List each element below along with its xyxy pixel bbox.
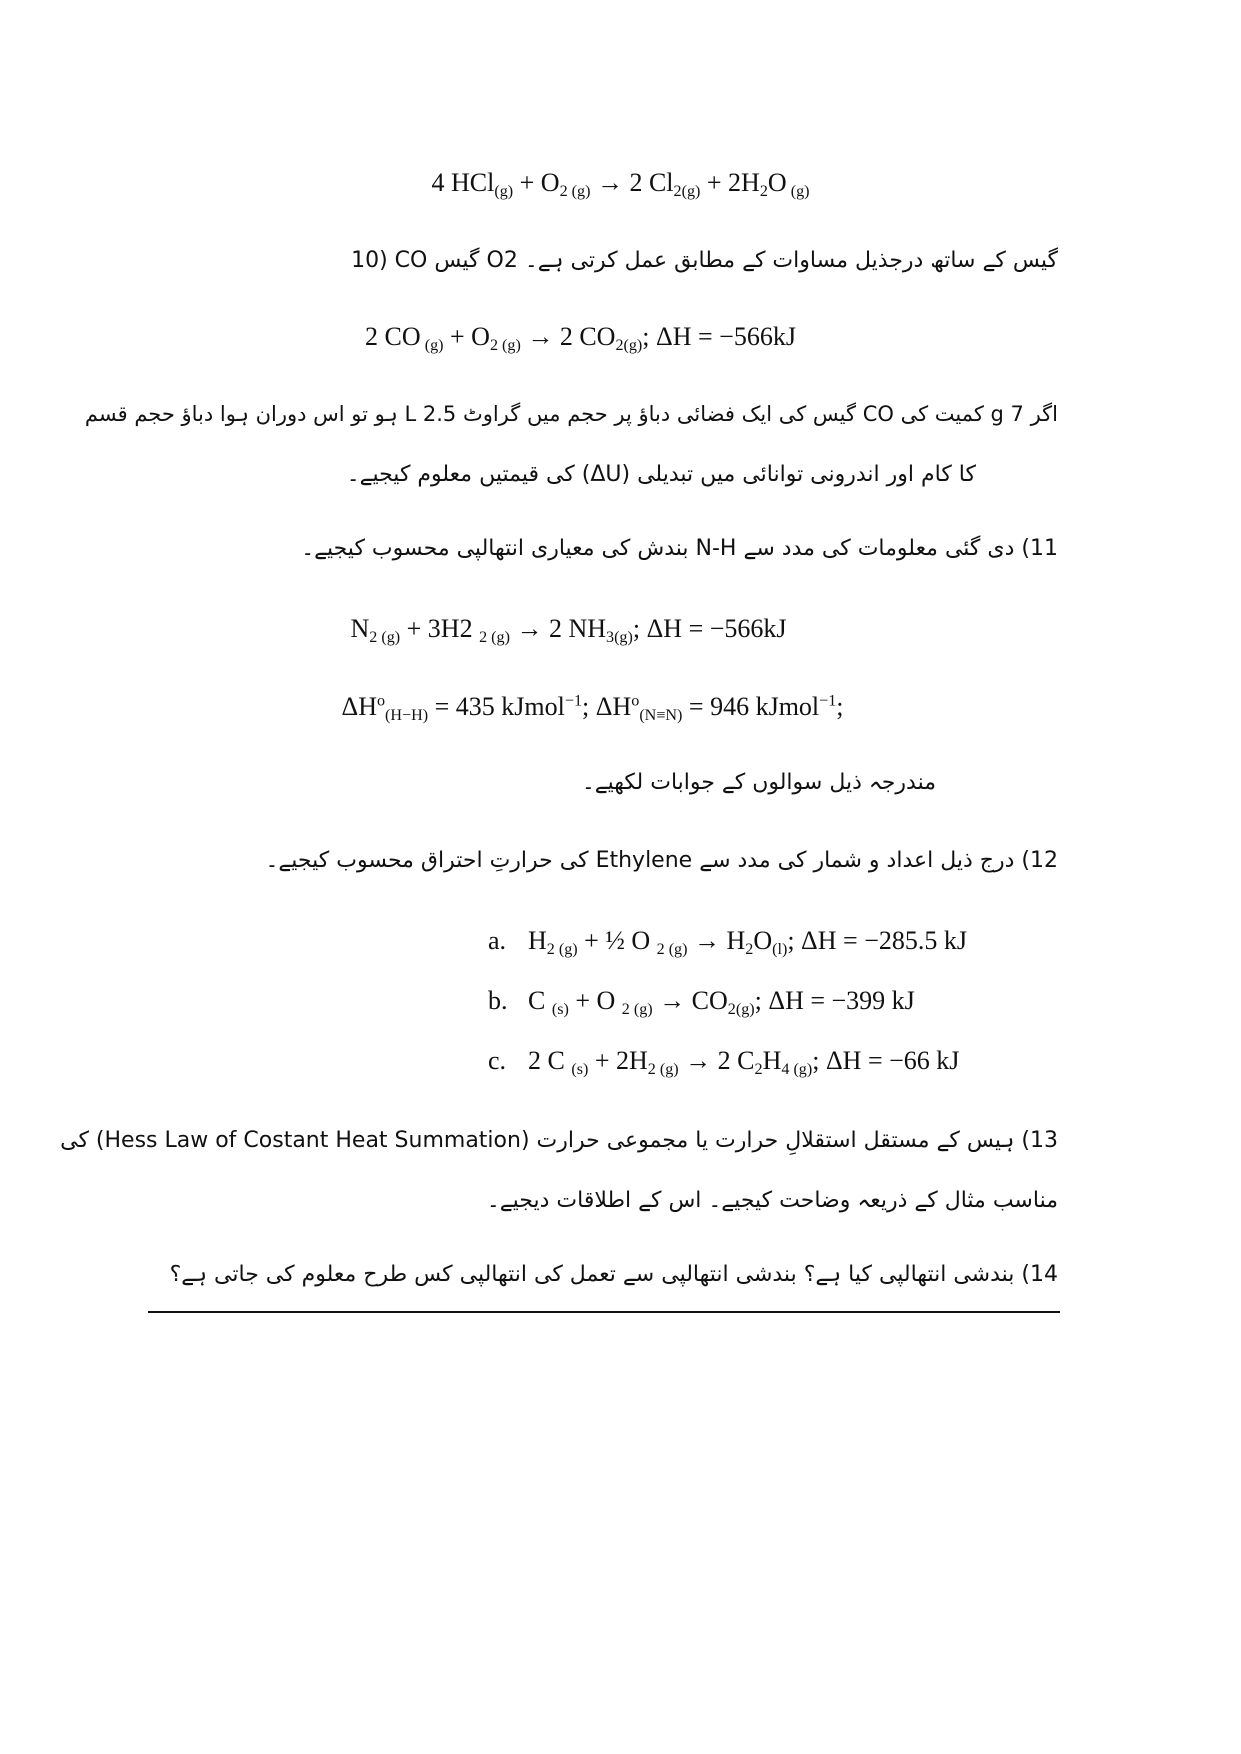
eq-term: 2 C bbox=[528, 1046, 572, 1075]
eq-subscript: (g) bbox=[420, 336, 444, 354]
eq-subscript: 2 bbox=[754, 1060, 763, 1078]
eq-subscript: (H−H) bbox=[385, 706, 429, 724]
eq-term: ; ΔH = −566kJ bbox=[632, 614, 787, 643]
eq-subscript: (g) bbox=[567, 182, 591, 200]
eq-term: ; ΔH = −66 kJ bbox=[812, 1046, 960, 1075]
eq-term: = 435 kJmol bbox=[428, 692, 565, 721]
question-13-line2: مناسب مثال کے ذریعہ وضاحت کیجیے۔ اس کے اطلاقات دیجیے۔ bbox=[486, 1188, 1058, 1213]
eq-term: CO bbox=[691, 986, 728, 1015]
eq-superscript: −1 bbox=[819, 692, 837, 710]
eq-term: N bbox=[350, 614, 370, 643]
eq-subscript: 2(g) bbox=[615, 336, 643, 354]
eq-subscript: 2 bbox=[559, 182, 568, 200]
equation-hcl-oxidation bbox=[0, 168, 1241, 201]
horizontal-rule bbox=[148, 1311, 1060, 1313]
eq-term: + 2H bbox=[588, 1046, 648, 1075]
eq-subscript: (g) bbox=[494, 182, 514, 200]
eq-term: + O bbox=[513, 168, 560, 197]
arrow-icon: → bbox=[520, 322, 560, 351]
list-marker: b. bbox=[488, 986, 508, 1015]
question-10-detail-line1: اگر g 7 کمیت کی CO گیس کی ایک فضائی دباؤ پر حجم میں گراوٹ L 2.5 ہو تو اس دوران ہوا دباؤ حجم قسم bbox=[84, 402, 1058, 426]
eq-term: 2 Cl bbox=[629, 168, 674, 197]
eq-subscript: 2 bbox=[745, 940, 754, 958]
eq-subscript: 2(g) bbox=[673, 182, 701, 200]
eq-subscript: 2 bbox=[489, 336, 498, 354]
eq-term: = 946 kJmol bbox=[682, 692, 820, 721]
eq-term: 2 NH bbox=[548, 614, 607, 643]
eq-term: ; ΔH = −399 kJ bbox=[754, 986, 915, 1015]
question-12: 12) درج ذیل اعداد و شمار کی مدد سے Ethylene کی حرارتِ احتراق محسوب کیجیے۔ bbox=[265, 848, 1058, 873]
arrow-icon: → bbox=[687, 926, 727, 955]
eq-term: H bbox=[762, 1046, 782, 1075]
eq-term: ; ΔH = −566kJ bbox=[642, 322, 796, 351]
eq-subscript: 3(g) bbox=[606, 628, 633, 646]
eq-subscript: 2(g) bbox=[727, 1000, 755, 1018]
eq-subscript: 2 (g) bbox=[479, 628, 510, 646]
eq-subscript: 2 (g) bbox=[369, 628, 401, 646]
eq-subscript: (l) bbox=[772, 940, 788, 958]
equation-ammonia-formation bbox=[0, 614, 1189, 647]
list-marker: c. bbox=[488, 1046, 507, 1075]
eq-subscript: (N≡N) bbox=[639, 706, 683, 724]
reaction-a bbox=[488, 926, 967, 959]
eq-term: 4 HCl bbox=[431, 168, 495, 197]
eq-term: + 2H bbox=[700, 168, 760, 197]
eq-subscript: 2 (g) bbox=[647, 1060, 679, 1078]
reaction-b bbox=[488, 986, 915, 1019]
question-14: 14) بندشی انتھالپی کیا ہے؟ بندشی انتھالپی سے تعمل کی انتھالپی کس طرح معلوم کی جاتی ہے؟ bbox=[169, 1262, 1058, 1287]
eq-superscript: −1 bbox=[564, 692, 583, 710]
answers-heading: مندرجہ ذیل سوالوں کے جوابات لکھیے۔ bbox=[581, 770, 936, 795]
question-10: 10) CO گیس O2 گیس کے ساتھ درجذیل مساوات کے مطابق عمل کرتی ہے۔ bbox=[351, 248, 1058, 273]
eq-subscript: 4 (g) bbox=[781, 1060, 813, 1078]
eq-superscript: o bbox=[376, 692, 386, 710]
eq-subscript: (g) bbox=[498, 336, 521, 354]
eq-term: ; ΔH bbox=[582, 692, 632, 721]
eq-term: 2 CO bbox=[559, 322, 616, 351]
eq-term: O bbox=[753, 926, 773, 955]
eq-term: O bbox=[767, 168, 787, 197]
eq-term: C bbox=[528, 986, 552, 1015]
arrow-icon: → bbox=[652, 986, 692, 1015]
eq-term: ; bbox=[836, 692, 844, 721]
question-10-detail-line2: کا کام اور اندرونی توانائی میں تبدیلی (ΔU) کی قیمتیں معلوم کیجیے۔ bbox=[346, 462, 976, 487]
eq-term: H bbox=[528, 926, 547, 955]
bond-enthalpy-data bbox=[0, 692, 1213, 725]
eq-term: 2 C bbox=[717, 1046, 755, 1075]
reaction-c bbox=[488, 1046, 959, 1079]
eq-term: + ½ O bbox=[577, 926, 657, 955]
eq-term: + 3H2 bbox=[400, 614, 480, 643]
arrow-icon: → bbox=[509, 614, 549, 643]
eq-subscript: 2 (g) bbox=[621, 1000, 653, 1018]
eq-term: + O bbox=[568, 986, 622, 1015]
eq-term: 2 CO bbox=[365, 322, 421, 351]
eq-subscript: (s) bbox=[551, 1000, 569, 1018]
eq-term: + O bbox=[443, 322, 490, 351]
eq-term: ΔH bbox=[341, 692, 377, 721]
eq-superscript: o bbox=[631, 692, 640, 710]
eq-subscript: (g) bbox=[786, 182, 810, 200]
question-11: 11) دی گئی معلومات کی مدد سے N-H بندش کی معیاری انتھالپی محسوب کیجیے۔ bbox=[301, 536, 1058, 561]
equation-co-combustion bbox=[0, 322, 1201, 355]
eq-subscript: 2 bbox=[759, 182, 768, 200]
eq-subscript: (s) bbox=[571, 1060, 589, 1078]
list-marker: a. bbox=[488, 926, 507, 955]
arrow-icon: → bbox=[678, 1046, 718, 1075]
eq-term: H bbox=[726, 926, 746, 955]
eq-subscript: 2 (g) bbox=[656, 940, 688, 958]
arrow-icon: → bbox=[590, 168, 630, 197]
eq-subscript: 2 (g) bbox=[546, 940, 578, 958]
question-13-line1: 13) ہیس کے مستقل استقلالِ حرارت یا مجموعی حرارت (Hess Law of Costant Heat Summation) کی bbox=[60, 1128, 1058, 1153]
eq-term: ; ΔH = −285.5 kJ bbox=[787, 926, 967, 955]
